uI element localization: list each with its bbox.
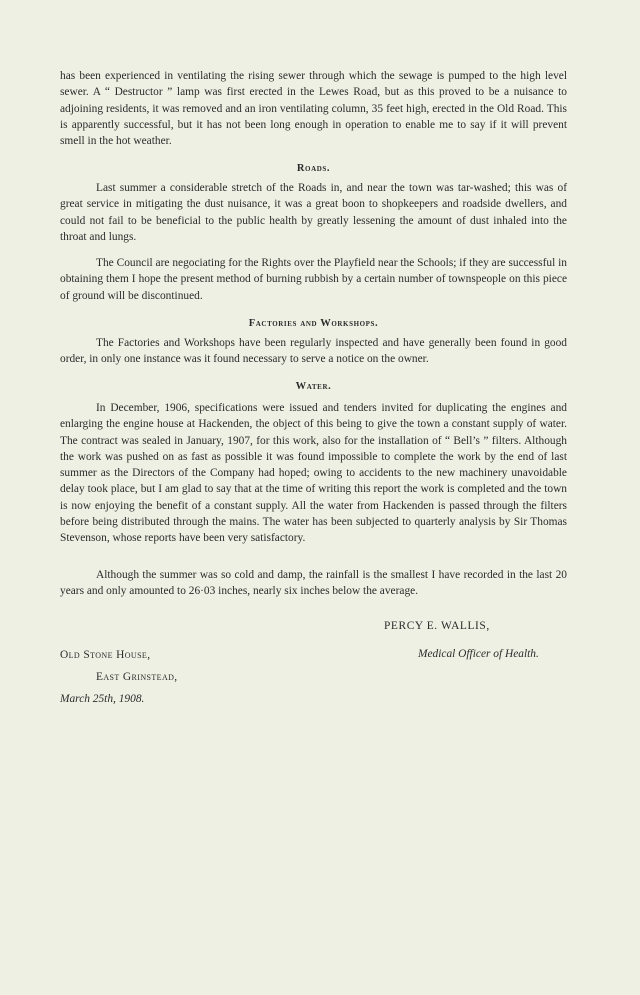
paragraph-roads-tar-washing: Last summer a considerable stretch of the Roads in, and near the town was tar-washed; this was of great service in mitigating the dust nuisance, it was a great boon to shopkeepers and roadside dwellers, and could not fail to be beneficial to the public health by greatly lessening the amount of dust inhaled into the throat and lungs. xyxy=(60,182,567,243)
address-line-1: Old Stone House, xyxy=(60,649,151,661)
paragraph-sewer-ventilation: has been experienced in ventilating the rising sewer through which the sewage is pumped to the high level sewer. A “ Destructor ” lamp was first erected in the Lewes Road, but as this proved to be a nuisance to adjoining residents, it was removed and an iron ventilating column, 35 feet high, erected in the Old Road. This is apparently successful, but it has not been long enough in operation to enable me to say if it will prevent smell in the hot weather. xyxy=(60,70,567,148)
paragraph-water-supply: In December, 1906, specifications were issued and tenders invited for duplicating the engines and enlarging the engine house at Hackenden, the object of this being to give the town a constant supply of water. The contract was sealed in January, 1907, for this work, also for the installation of “ Bell’s ” filters. Although the work was pushed on as fast as possible it was found impossible to complete the work by the end of last summer as the Directors of the Company had hoped; owing to accidents to the new machinery unavoidable delay took place, but I am glad to say that at the time of writing this report the work is completed and the town is now enjoying the benefit of a constant supply. All the water from Hackenden is passed through the filters before being distributed through the mains. The water has been subjected to quarterly analysis by Sir Thomas Stevenson, whose reports have been very satisfactory. xyxy=(60,402,567,545)
heading-water: Water. xyxy=(295,381,332,392)
paragraph-playfield-rubbish: The Council are negociating for the Rights over the Playfield near the Schools; if they are successful in obtaining them I hope the present method of burning rubbish by a certain number of townspeople on this piece of ground will be discontinued. xyxy=(60,257,567,302)
paragraph-rainfall: Although the summer was so cold and damp, the rainfall is the smallest I have recorded in the last 20 years and only amounted to 26·03 inches, nearly six inches below the average. xyxy=(60,569,567,598)
address-line-2: East Grinstead, xyxy=(96,671,178,683)
paragraph-factories-inspection: The Factories and Workshops have been regularly inspected and have generally been found in good order, in only one instance was it found necessary to serve a notice on the owner. xyxy=(60,337,567,366)
signature-date: March 25th, 1908. xyxy=(60,693,145,705)
signature-name: PERCY E. WALLIS, xyxy=(384,620,490,632)
signature-title: Medical Officer of Health. xyxy=(418,648,539,660)
heading-roads: Roads. xyxy=(296,163,331,174)
heading-factories-workshops: Factories and Workshops. xyxy=(248,318,379,329)
